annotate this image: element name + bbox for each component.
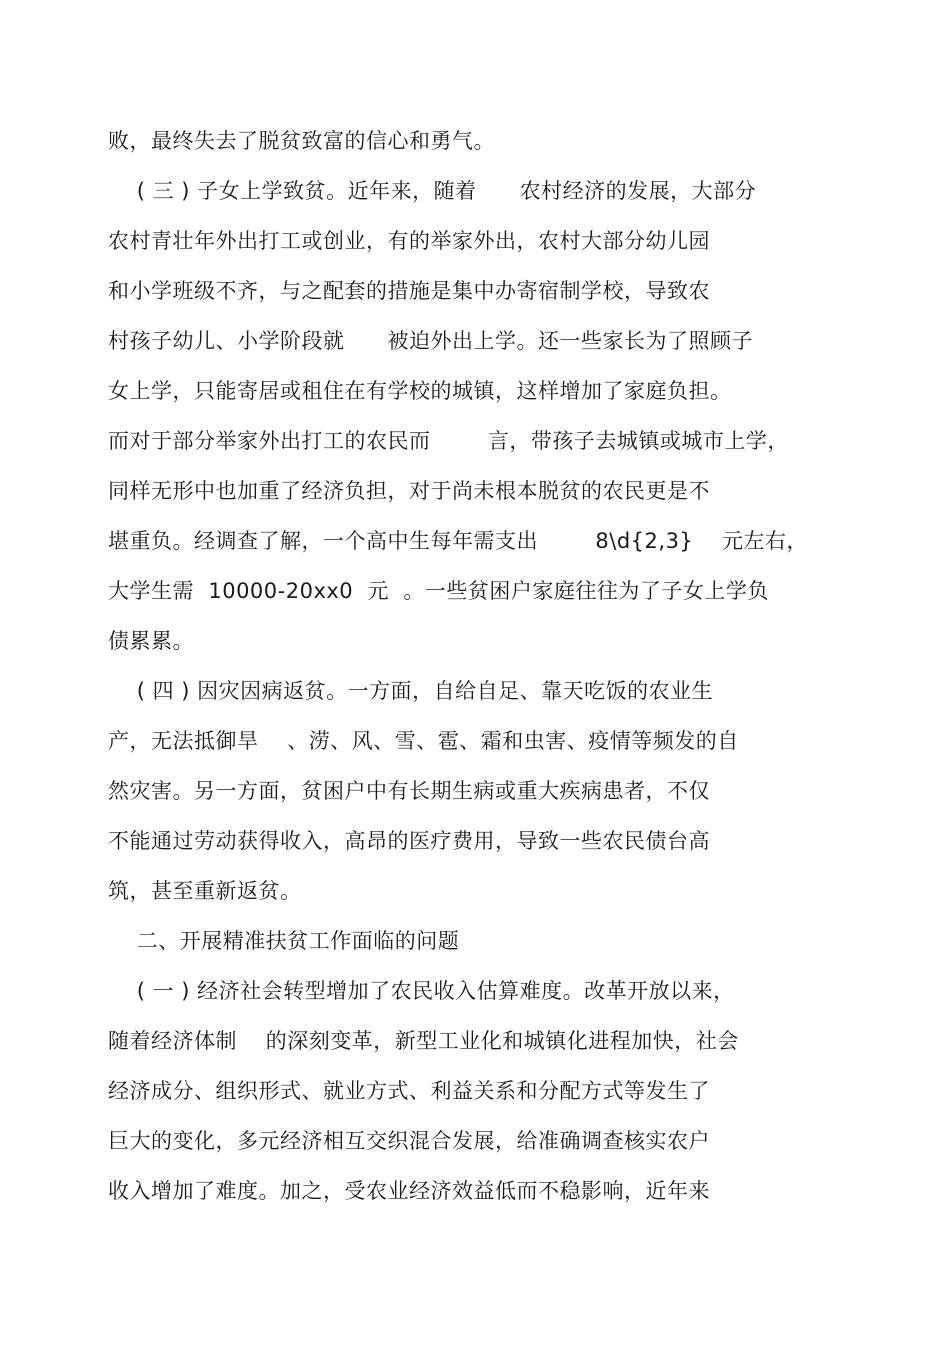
text-line: 同样无形中也加重了经济负担，对于尚未根本脱贫的农民更是不 <box>108 479 710 503</box>
text-line: 筑，甚至重新返贫。 <box>108 879 302 903</box>
text-line: 和小学班级不齐，与之配套的措施是集中办寄宿制学校，导致农 <box>108 279 710 303</box>
text-line: ( 三 ) 子女上学致贫。近年来，随着 农村经济的发展，大部分 <box>108 179 757 203</box>
text-line: 而对于部分举家外出打工的农民而 言，带孩子去城镇或城市上学， <box>108 429 789 453</box>
text-line: 村孩子幼儿、小学阶段就 被迫外出上学。还一些家长为了照顾子 <box>108 329 754 353</box>
text-line: ( 四 ) 因灾因病返贫。一方面，自给自足、靠天吃饭的农业生 <box>108 679 714 703</box>
text-line: 债累累。 <box>108 629 194 653</box>
text-line: 不能通过劳动获得收入，高昂的医疗费用，导致一些农民债台高 <box>108 829 710 853</box>
text-line: 巨大的变化，多元经济相互交织混合发展，给准确调查核实农户 <box>108 1129 710 1153</box>
text-line: 经济成分、组织形式、就业方式、利益关系和分配方式等发生了 <box>108 1079 710 1103</box>
section-heading: 二、开展精准扶贫工作面临的问题 <box>108 929 460 953</box>
text-line: 产，无法抵御旱 、涝、风、雪、雹、霜和虫害、疫情等频发的自 <box>108 729 739 753</box>
text-line: 收入增加了难度。加之，受农业经济效益低而不稳影响，近年来 <box>108 1179 710 1203</box>
text-line: 女上学，只能寄居或租住在有学校的城镇，这样增加了家庭负担。 <box>108 379 732 403</box>
text-line: 大学生需 10000-20xx0 元 。一些贫困户家庭往往为了子女上学负 <box>108 579 769 603</box>
text-line: 然灾害。另一方面，贫困户中有长期生病或重大疾病患者，不仅 <box>108 779 710 803</box>
text-line: 农村青壮年外出打工或创业，有的举家外出，农村大部分幼儿园 <box>108 229 710 253</box>
text-line: 随着经济体制 的深刻变革，新型工业化和城镇化进程加快，社会 <box>108 1029 739 1053</box>
text-line: 败，最终失去了脱贫致富的信心和勇气。 <box>108 129 495 153</box>
text-line: 堪重负。经调查了解，一个高中生每年需支出 8\d{2,3} 元左右， <box>108 529 808 553</box>
text-line: ( 一 ) 经济社会转型增加了农民收入估算难度。改革开放以来， <box>108 979 735 1003</box>
